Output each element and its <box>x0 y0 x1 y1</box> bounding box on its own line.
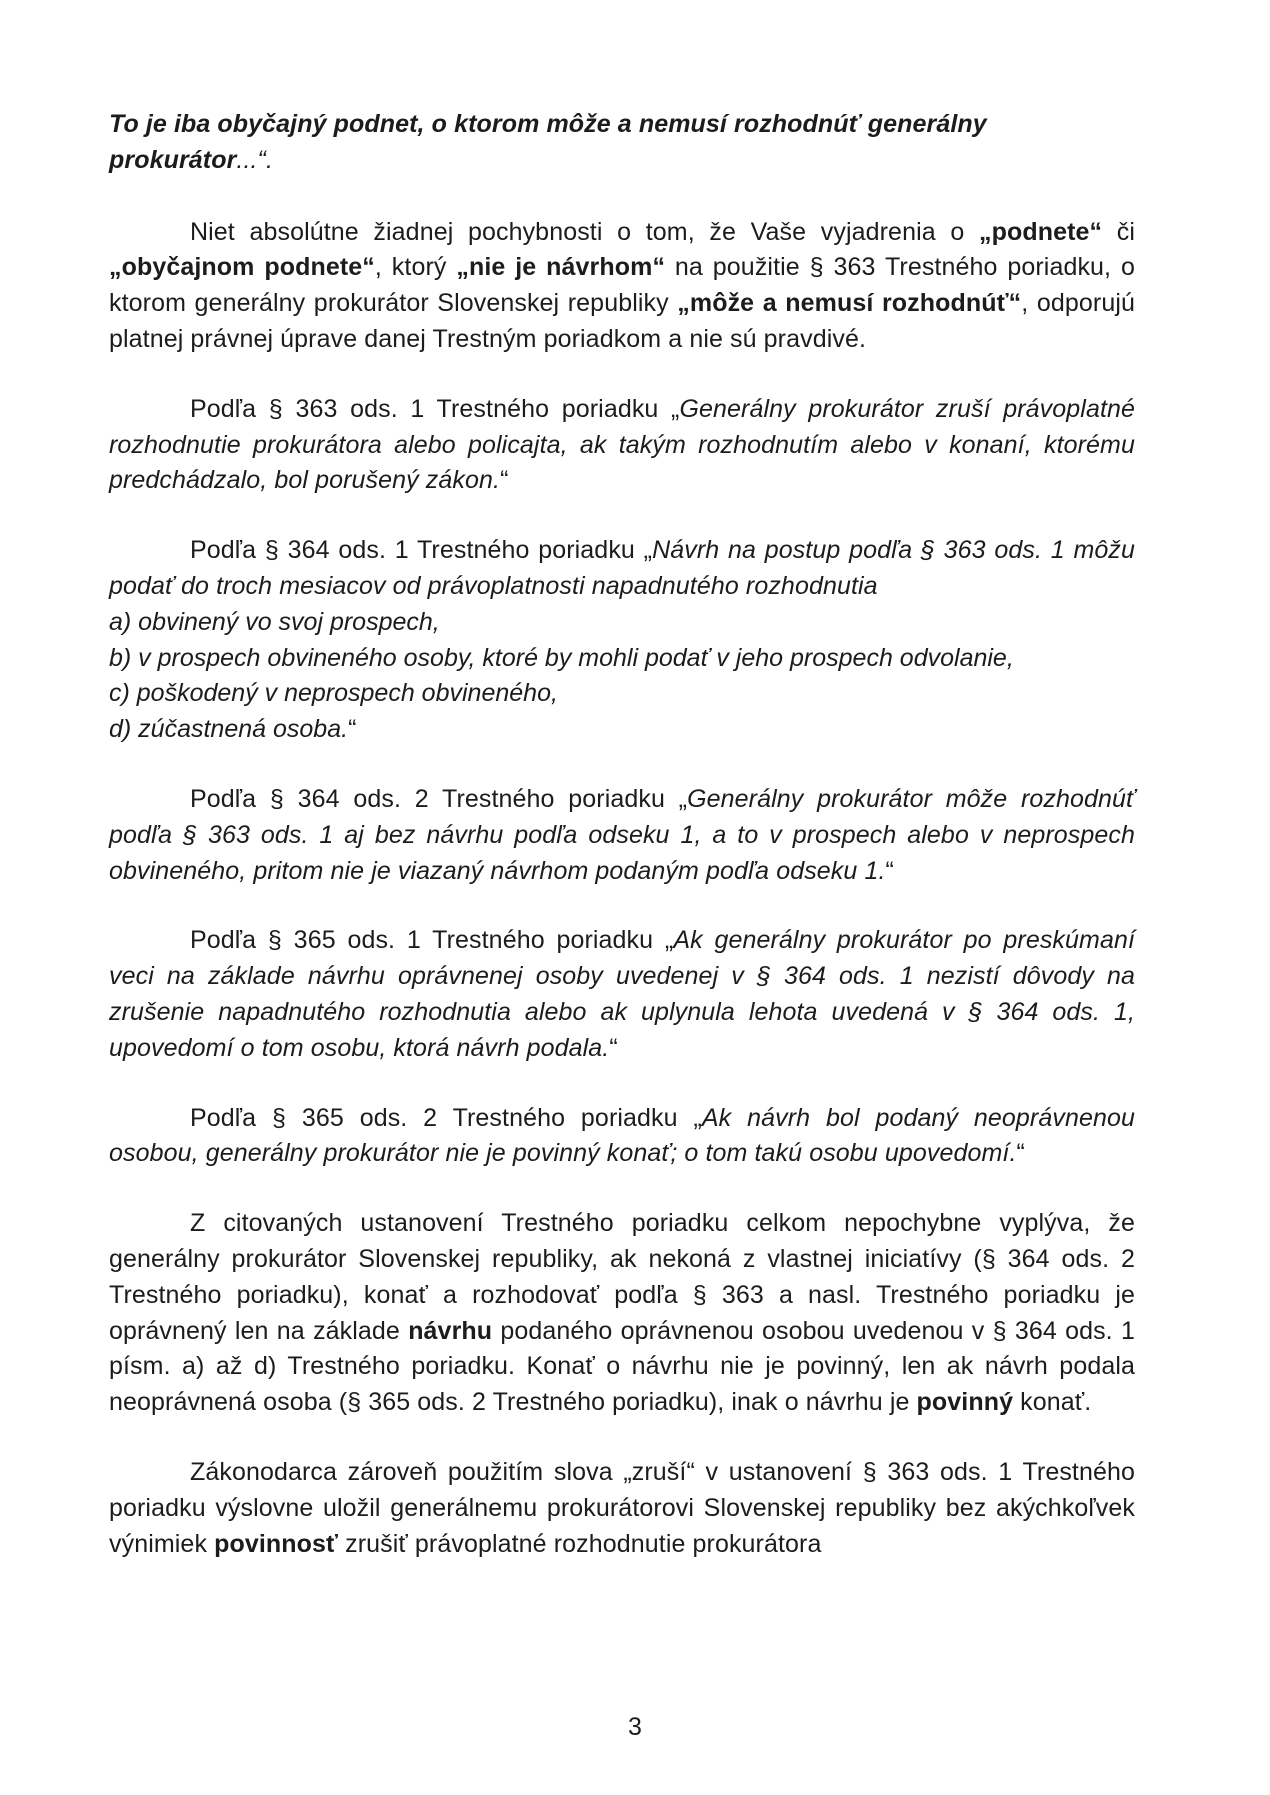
paragraph-conclusion <box>109 1206 1135 1421</box>
list-item <box>109 676 1135 712</box>
text: Niet absolútne žiadnej pochybnosti o tom, že Vaše vyjadrenia o <box>190 217 979 246</box>
closing-quote: “ <box>609 1033 618 1062</box>
document-body <box>109 107 1135 1562</box>
paragraph-364-2 <box>109 782 1135 889</box>
paragraph-365-1 <box>109 923 1135 1066</box>
quoted-text: Ak návrh bol podaný neoprávnenou osobou, generálny prokurátor nie je povinný konať; o tom takú osobu upovedomí. <box>109 1103 1135 1168</box>
text: , odporujú platnej právnej úprave danej Trestným poriadkom a nie sú pravdivé. <box>109 289 1135 353</box>
list-item <box>109 712 1135 748</box>
paragraph-363-1 <box>109 392 1135 499</box>
text: Zákonodarca zároveň použitím slova „zruší“ v ustanovení § 363 ods. 1 Trestného poriadku výslovne uložil generálnemu prokurátorovi Slovenskej republiky bez akýchkoľvek výnimiek <box>109 1457 1135 1558</box>
text: na použitie § 363 Trestného poriadku, o ktorom generálny prokurátor Slovenskej republiky <box>109 253 1135 318</box>
bold-text: „obyčajnom podnete“ <box>109 253 375 282</box>
list-item-text: d) zúčastnená osoba. <box>109 715 349 744</box>
text: Z citovaných ustanovení Trestného poriadku celkom nepochybne vyplýva, že generálny prokurátor Slovenskej republiky, ak nekoná z vlastnej iniciatívy (§ 364 ods. 2 Trestného poriadku), konať a rozhodovať podľa § 363 a nasl. Trestného poriadku je oprávnený len na základe <box>109 1209 1135 1345</box>
text: Podľa § 364 ods. 1 Trestného poriadku „ <box>190 536 653 565</box>
closing-quote: “ <box>1016 1139 1025 1168</box>
quoted-text: Generálny prokurátor zruší právoplatné rozhodnutie prokurátora alebo policajta, ak takým rozhodnutím alebo v konaní, ktorému predchádzalo, bol porušený zákon. <box>109 394 1135 495</box>
list-item-text: a) obvinený vo svoj prospech, <box>109 607 440 636</box>
list-item-text: c) poškodený v neprospech obvineného, <box>109 679 558 708</box>
list-item <box>109 605 1135 641</box>
paragraph-365-2 <box>109 1101 1135 1173</box>
text: , ktorý <box>374 253 457 282</box>
paragraph-podnet <box>109 215 1135 358</box>
quoted-text: Návrh na postup podľa § 363 ods. 1 môžu podať do troch mesiacov od právoplatnosti napadnutého rozhodnutia <box>109 536 1135 600</box>
text: Podľa § 365 ods. 1 Trestného poriadku „ <box>190 926 674 955</box>
closing-quote: “ <box>348 715 357 744</box>
list-item <box>109 641 1135 677</box>
paragraph-legislator <box>109 1455 1135 1562</box>
text: Podľa § 364 ods. 2 Trestného poriadku „ <box>190 784 688 813</box>
intro-text: To je iba obyčajný podnet, o ktorom môže a nemusí rozhodnúť generálny prokurátor <box>109 110 987 174</box>
text: konať. <box>1013 1388 1092 1417</box>
list-item-text: b) v prospech obvineného osoby, ktoré by mohli podať v jeho prospech odvolanie, <box>109 643 1014 672</box>
quoted-text: Ak generálny prokurátor po preskúmaní veci na základe návrhu oprávnenej osoby uvedenej v § 364 ods. 1 nezistí dôvody na zrušenie napadnutého rozhodnutia alebo ak uplynula lehota uvedená v § 364 ods. 1, upovedomí o tom osobu, ktorá návrh podala. <box>109 926 1136 1062</box>
paragraph-364-1-intro <box>109 533 1135 605</box>
bold-text: povinný <box>916 1388 1014 1417</box>
page-number: 3 <box>628 1713 642 1741</box>
intro-ellipsis: ...“. <box>236 145 274 174</box>
bold-text: „nie je návrhom“ <box>456 253 666 282</box>
text: Podľa § 365 ods. 2 Trestného poriadku „ <box>190 1103 702 1132</box>
closing-quote: “ <box>500 466 509 495</box>
bold-text: „môže a nemusí rozhodnúť“ <box>677 289 1022 318</box>
intro-paragraph <box>109 107 1135 179</box>
bold-text: povinnosť <box>214 1529 339 1558</box>
text: zrušiť právoplatné rozhodnutie prokurátora <box>338 1529 822 1558</box>
text: podaného oprávnenou osobou uvedenou v § 364 ods. 1 písm. a) až d) Trestného poriadku. Konať o návrhu nie je povinný, len ak návrh podala neoprávnená osoba (§ 365 ods. 2 Trestného poriadku), inak o návrhu je <box>109 1316 1135 1417</box>
closing-quote: “ <box>885 856 894 885</box>
text: či <box>1102 217 1135 246</box>
quoted-text: Generálny prokurátor môže rozhodnúť podľa § 363 ods. 1 aj bez návrhu podľa odseku 1, a to v prospech alebo v neprospech obvineného, pritom nie je viazaný návrhom podaným podľa odseku 1. <box>109 784 1135 885</box>
text: Podľa § 363 ods. 1 Trestného poriadku „ <box>190 394 680 423</box>
paragraph-364-1 <box>109 533 1135 748</box>
bold-text: „podnete“ <box>978 217 1103 246</box>
bold-text: návrhu <box>408 1316 493 1345</box>
